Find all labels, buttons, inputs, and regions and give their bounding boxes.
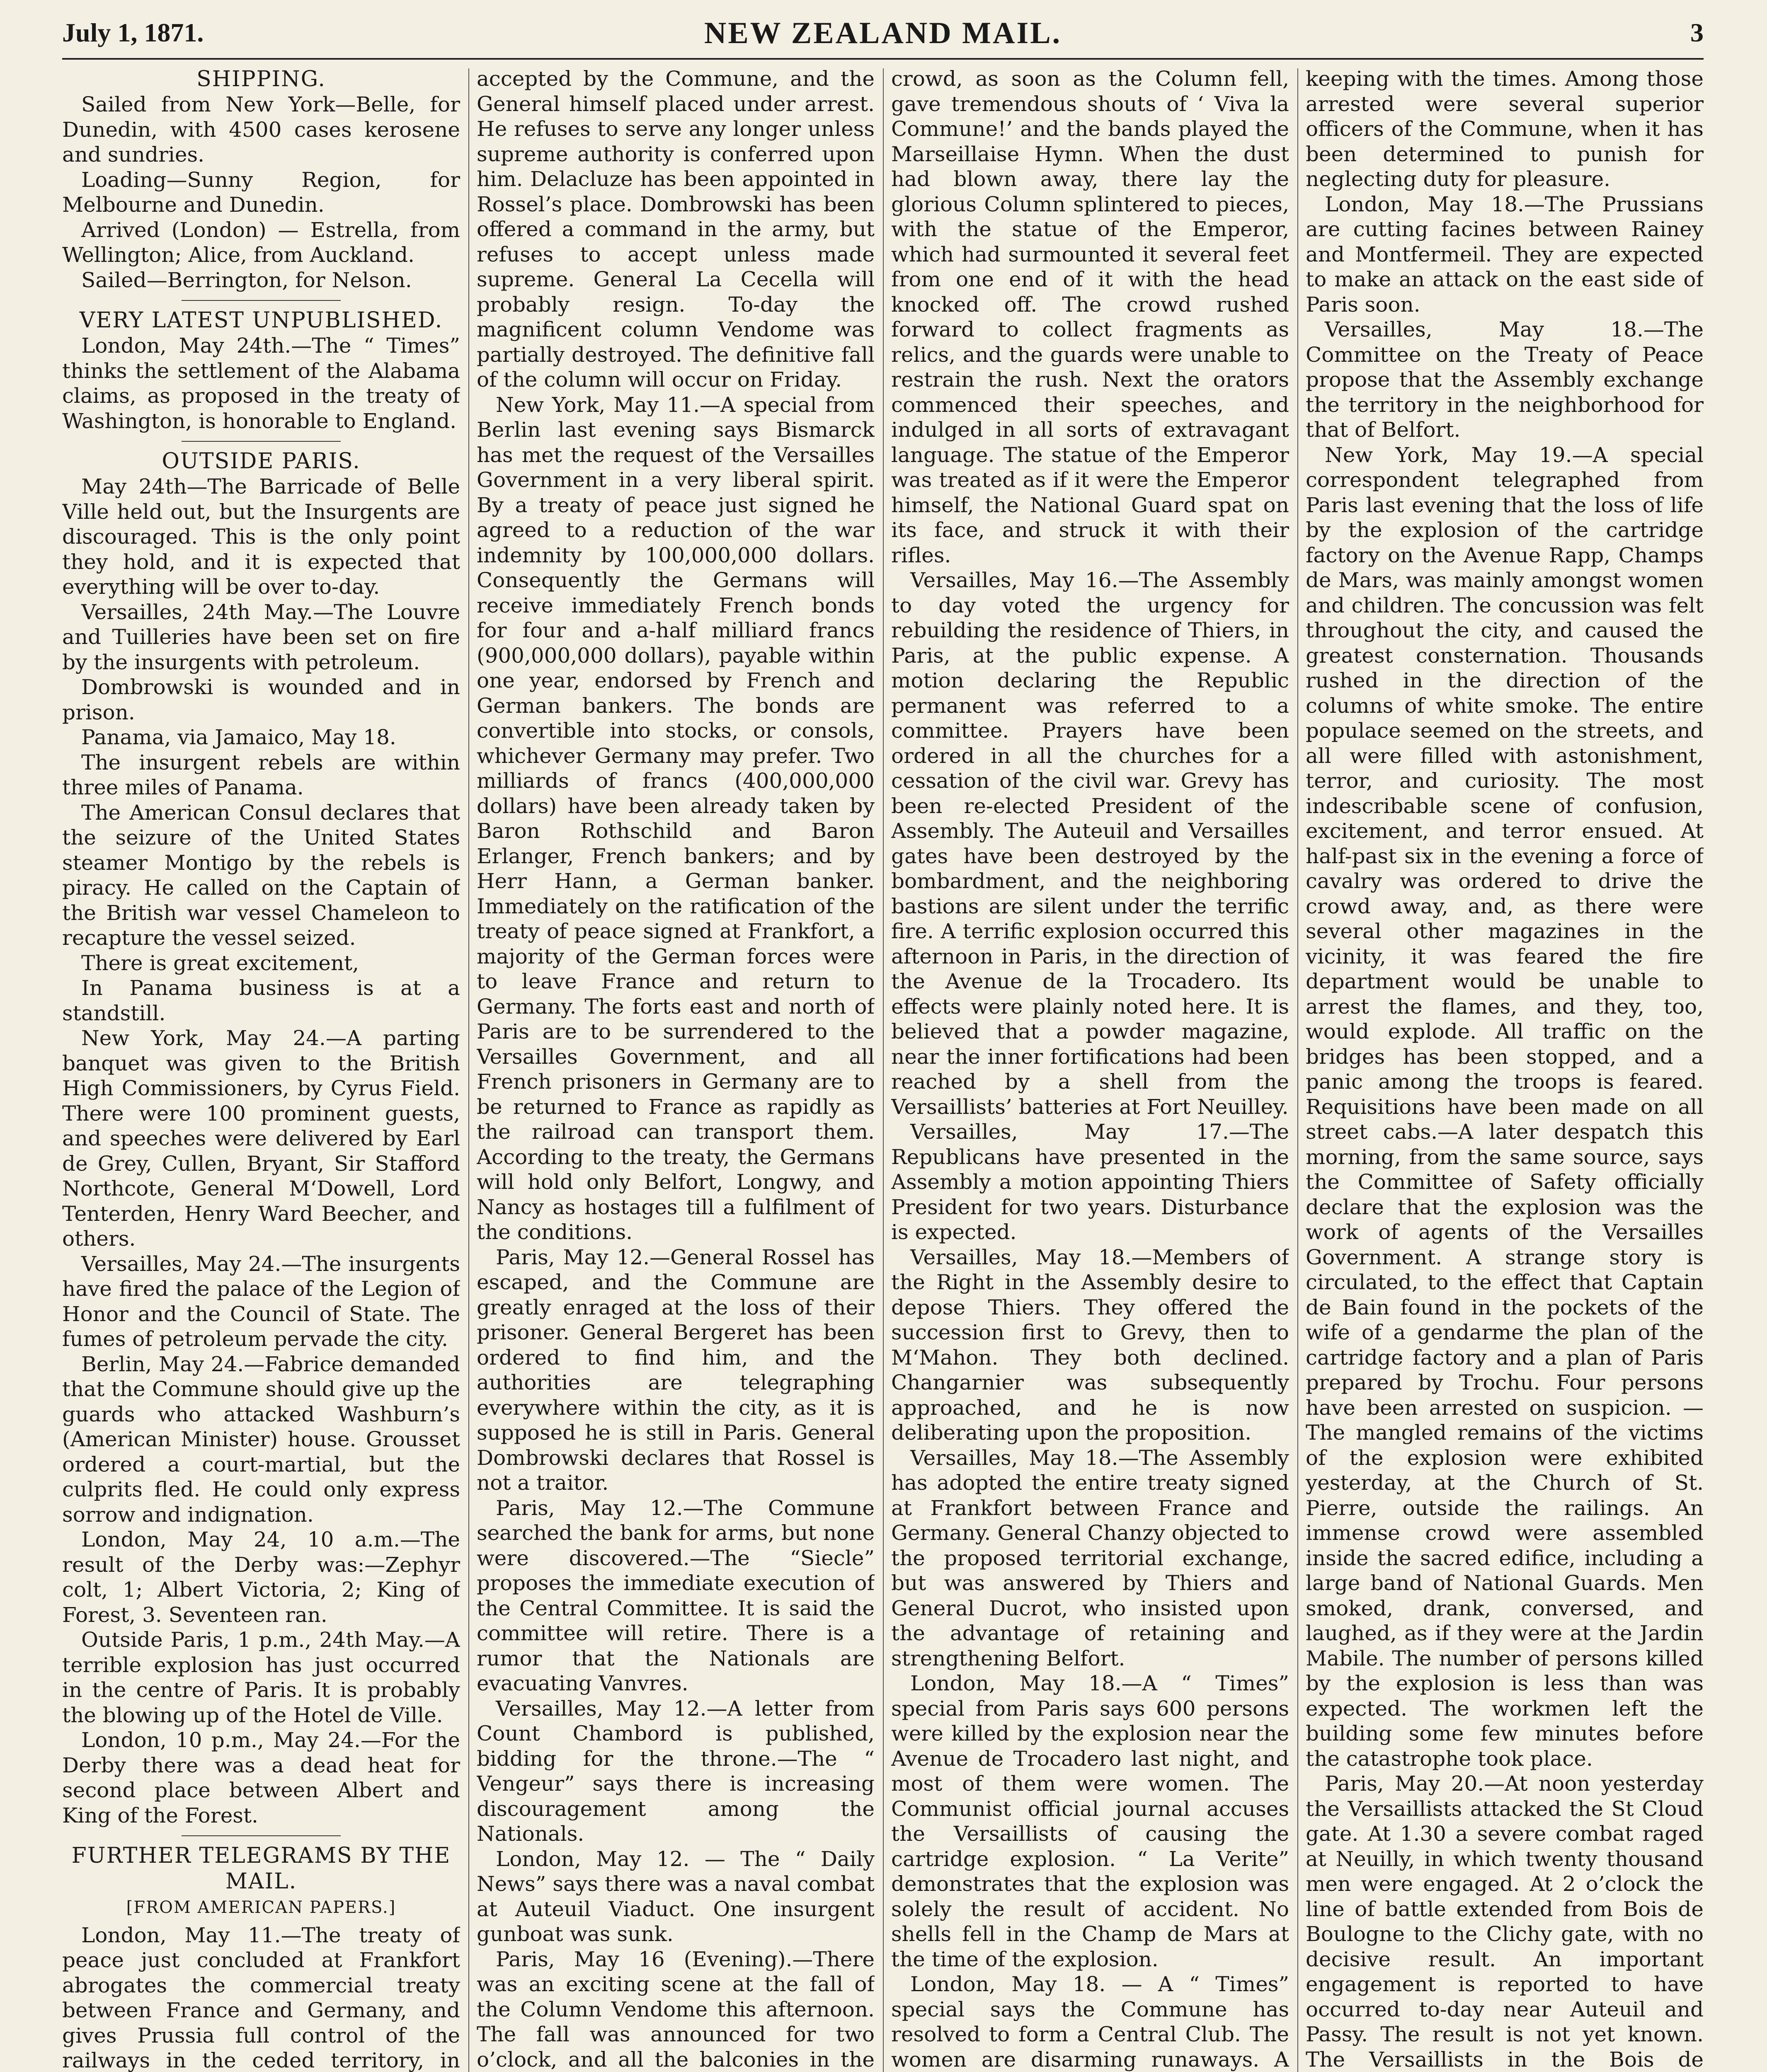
news-paragraph: New York, May 11.—A special from Berlin last evening says Bismarck has met the request of the Versailles Government in a very liberal spirit. By a treaty of peace just signed he agreed to a reduction of the war indemnity by 100,000,000 dollars. Consequently the Germans will receive immediately French bonds for four and a-half milliard francs (900,000,000 dollars), payable within one year, endorsed by French and German bankers. The bonds are convertible into stocks, or consols, whichever Germany may prefer. Two milliards of francs (400,000,000 dollars) have been already taken by Baron Rothschild and Baron Erlanger, French bankers; and by Herr Hann, a German banker. Immediately on the ratification of the treaty of peace signed at Frankfort, a majority of the German forces were to leave France and return to Germany. The forts east and north of Paris are to be surrendered to the Versailles Government, and all French prisoners in Germany are to be returned to France as rapidly as the railroad can transport them. According to the treaty, the Germans will hold only Belfort, Longwy, and Nancy as hostages till a fulfilment of the conditions. (477, 392, 875, 1244)
masthead-rule (62, 58, 1704, 60)
news-paragraph: London, 10 p.m., May 24.—For the Derby there was a dead heat for second place between Albert and King of the Forest. (62, 1728, 460, 1828)
column-3 (891, 66, 1289, 2072)
news-paragraph: Versailles, May 16.—The Assembly to day voted the urgency for rebuilding the residence of Thiers, in Paris, at the public expense. A motion declaring the Republic permanent was referred to a committee. Prayers have been ordered in all the churches for a cessation of the civil war. Grevy has been re-elected President of the Assembly. The Auteuil and Versailles gates have been destroyed by the bombardment, and the neighboring bastions are silent under the terrific fire. A terrific explosion occurred this afternoon in Paris, in the direction of the Avenue de la Trocadero. Its effects were plainly noted here. It is believed that a powder magazine, near the inner fortifications had been reached by a shell from the Versaillists’ batteries at Fort Neuilley. (891, 568, 1289, 1119)
news-paragraph: London, May 18. — A “ Times” special says the Commune has resolved to form a Central Club. The women are disarming runaways. A (891, 1972, 1289, 2072)
news-paragraph: Versailles, May 18.—The Committee on the Treaty of Peace propose that the Assembly exchange the territory in the neighborhood for that of Belfort. (1306, 317, 1704, 442)
news-paragraph: In Panama business is at a standstill. (62, 976, 460, 1025)
news-paragraph: London, May 18.—The Prussians are cutting facines between Rainey and Montfermeil. They are expected to make an attack on the east side of Paris soon. (1306, 192, 1704, 317)
news-paragraph: May 24th—The Barricade of Belle Ville held out, but the Insurgents are discouraged. This is the only point they hold, and it is expected that everything will be over to-day. (62, 474, 460, 599)
section-source-note: [FROM AMERICAN PAPERS.] (126, 1898, 396, 1917)
news-paragraph: London, May 18.—A “ Times” special from Paris says 600 persons were killed by the explosion near the Avenue de Trocadero last night, and most of them were women. The Communist official journal accuses the Versaillists of causing the cartridge explosion. “ La Verite” demonstrates that the explosion was solely the result of accident. No shells fell in the Champ de Mars at the time of the explosion. (891, 1671, 1289, 1971)
news-paragraph: The American Consul declares that the seizure of the United States steamer Montigo by the rebels is piracy. He called on the Captain of the British war vessel Chameleon to recapture the vessel seized. (62, 800, 460, 950)
column-4 (1306, 66, 1704, 2072)
news-paragraph: Paris, May 16 (Evening).—There was an exciting scene at the fall of the Column Vendome this afternoon. The fall was announced for two o’clock, and all the balconies in the (477, 1947, 875, 2072)
article-columns (62, 66, 1704, 2072)
news-paragraph: Outside Paris, 1 p.m., 24th May.—A terrible explosion has just occurred in the centre of Paris. It is probably the blowing up of the Hotel de Ville. (62, 1628, 460, 1727)
news-paragraph: crowd, as soon as the Column fell, gave tremendous shouts of ‘ Viva la Commune!’ and the bands played the Marseillaise Hymn. When the dust had blown away, there lay the glorious Column splintered to pieces, with the statue of the Emperor, which had surmounted it several feet from one end of it with the head knocked off. The crowd rushed forward to collect fragments as relics, and the guards were unable to restrain the rush. Next the orators commenced their speeches, and indulged in all sorts of extravagant language. The statue of the Emperor was treated as if it were the Emperor himself, the National Guard spat on its face, and struck it with their rifles. (891, 67, 1289, 567)
news-paragraph: Sailed—Berrington, for Nelson. (81, 268, 412, 292)
news-paragraph: Versailles, May 18.—Members of the Right in the Assembly desire to depose Thiers. They offered the succession first to Grevy, then to M‘Mahon. They both declined. Changarnier was subsequently approached, and he is now deliberating upon the proposition. (891, 1245, 1289, 1445)
newspaper-title: NEW ZEALAND MAIL. (704, 16, 1062, 50)
news-paragraph: London, May 24th.—The “ Times” thinks the settlement of the Alabama claims, as proposed in the treaty of Washington, is honorable to England. (62, 334, 460, 433)
news-paragraph: There is great excitement, (81, 951, 359, 975)
news-paragraph: Versailles, 24th May.—The Louvre and Tuilleries have been set on fire by the insurgents with petroleum. (62, 600, 460, 674)
news-paragraph: Paris, May 12.—General Rossel has escaped, and the Commune are greatly enraged at the loss of their prisoner. General Bergeret has been ordered to find him, and the authorities are telegraphing everywhere within the city, as it is supposed he is still in Paris. General Dombrowski declares that Rossel is not a traitor. (477, 1245, 875, 1495)
section-rule (182, 1835, 341, 1836)
page-number: 3 (1690, 18, 1704, 47)
news-paragraph: London, May 11.—The treaty of peace just concluded at Frankfort abrogates the commercial treaty between France and Germany, and gives Prussia full control of the railways in the ceded territory, in (62, 1923, 460, 2072)
news-paragraph: Versailles, May 17.—The Republicans have presented in the Assembly a motion appointing Thiers President for two years. Disturbance is expected. (891, 1120, 1289, 1244)
column-1 (62, 66, 460, 2072)
news-paragraph: keeping with the times. Among those arrested were several superior officers of the Commune, when it has been determined to punish for neglecting duty for pleasure. (1306, 67, 1704, 191)
news-paragraph: The insurgent rebels are within three miles of Panama. (62, 750, 460, 799)
news-paragraph: Panama, via Jamaico, May 18. (81, 725, 396, 749)
news-paragraph: Berlin, May 24.—Fabrice demanded that the Commune should give up the guards who attacked Washburn’s (American Minister) house. Grousset ordered a court-martial, but the culprits fled. He could only express sorrow and indignation. (62, 1352, 460, 1527)
section-heading: SHIPPING. (196, 67, 326, 92)
news-paragraph: New York, May 24.—A parting banquet was given to the British High Commissioners, by Cyrus Field. There were 100 prominent guests, and speeches were delivered by Earl de Grey, Cullen, Bryant, Sir Stafford Northcote, General M‘Dowell, Lord Tenterden, Henry Ward Beecher, and others. (62, 1026, 460, 1251)
news-paragraph: Loading—Sunny Region, for Melbourne and Dunedin. (62, 167, 460, 217)
news-paragraph: Arrived (London) — Estrella, from Wellington; Alice, from Auckland. (62, 218, 460, 267)
news-paragraph: Versailles, May 24.—The insurgents have fired the palace of the Legion of Honor and the Council of State. The fumes of petroleum pervade the city. (62, 1251, 460, 1351)
section-heading: VERY LATEST UNPUBLISHED. (79, 308, 443, 333)
news-paragraph: Sailed from New York—Belle, for Dunedin, with 4500 cases kerosene and sundries. (62, 92, 460, 167)
issue-date: July 1, 1871. (62, 18, 204, 47)
masthead (62, 12, 1704, 57)
news-paragraph: Dombrowski is wounded and in prison. (62, 675, 460, 724)
section-heading: FURTHER TELEGRAMS BY THE MAIL. (71, 1843, 451, 1894)
news-paragraph: London, May 12. — The “ Daily News” says there was a naval combat at Auteuil Viaduct. One insurgent gunboat was sunk. (477, 1847, 875, 1946)
news-paragraph: New York, May 19.—A special correspondent telegraphed from Paris last evening that the loss of life by the explosion of the cartridge factory on the Avenue Rapp, Champs de Mars, was mainly amongst women and children. The concussion was felt throughout the city, and caused the greatest consternation. Thousands rushed in the direction of the columns of white smoke. The entire populace seemed on the streets, and all were filled with astonishment, terror, and curiosity. The most indescribable scene of confusion, excitement, and terror ensued. At half-past six in the evening a force of cavalry was ordered to drive the crowd away, and, as there were several other magazines in the vicinity, it was feared the fire department would be unable to arrest the flames, and they, too, would explode. All traffic on the bridges has been stopped, and a panic among the troops is feared. Requisitions have been made on all street cabs.—A later despatch this morning, from the same source, says the Committee of Safety officially declare that the explosion was the work of agents of the Versailles Government. A strange story is circulated, to the effect that Captain de Bain found in the pockets of the wife of a gendarme the plan of the cartridge factory and a plan of Paris prepared by Trochu. Four persons have been arrested on suspicion. —The mangled remains of the victims of the explosion were exhibited yesterday, at the Church of St. Pierre, outside the railings. An immense crowd were assembled inside the sacred edifice, including a large band of National Guards. Men smoked, drank, conversed, and laughed, as if they were at the Jardin Mabile. The number of persons killed by the explosion is less than was expected. The workmen left the building some few minutes before the catastrophe took place. (1306, 443, 1704, 1771)
news-paragraph: Paris, May 12.—The Commune searched the bank for arms, but none were discovered.—The “Siecle” proposes the immediate execution of the Central Committee. It is said the committee will retire. There is a rumor that the Nationals are evacuating Vanvres. (477, 1496, 875, 1695)
news-paragraph: Paris, May 20.—At noon yesterday the Versaillists attacked the St Cloud gate. At 1.30 a severe combat raged at Neuilly, in which twenty thousand men were engaged. At 2 o’clock the line of battle extended from Bois de Boulogne to the Clichy gate, with no decisive result. An important engagement is reported to have occurred to-day near Auteuil and Passy. The result is not yet known. The Versaillists in the Bois de (1306, 1772, 1704, 2072)
news-paragraph: accepted by the Commune, and the General himself placed under arrest. He refuses to serve any longer unless supreme authority is conferred upon him. Delacluze has been appointed in Rossel’s place. Dombrowski has been offered a command in the army, but refuses to accept unless made supreme. General La Cecella will probably resign. To-day the magnificent column Vendome was partially destroyed. The definitive fall of the column will occur on Friday. (477, 67, 875, 392)
news-paragraph: Versailles, May 18.—The Assembly has adopted the entire treaty signed at Frankfort between France and Germany. General Chanzy objected to the proposed territorial exchange, but was answered by Thiers and General Ducrot, who insisted upon the advantage of retaining and strengthening Belfort. (891, 1445, 1289, 1670)
news-paragraph: London, May 24, 10 a.m.—The result of the Derby was:—Zephyr colt, 1; Albert Victoria, 2; King of Forest, 3. Seventeen ran. (62, 1527, 460, 1627)
column-2 (477, 66, 875, 2072)
section-rule (182, 300, 341, 301)
section-heading: OUTSIDE PARIS. (162, 449, 361, 474)
news-paragraph: Versailles, May 12.—A letter from Count Chambord is published, bidding for the throne.—The “ Vengeur” says there is increasing discouragement among the Nationals. (477, 1696, 875, 1846)
section-rule (182, 441, 341, 442)
